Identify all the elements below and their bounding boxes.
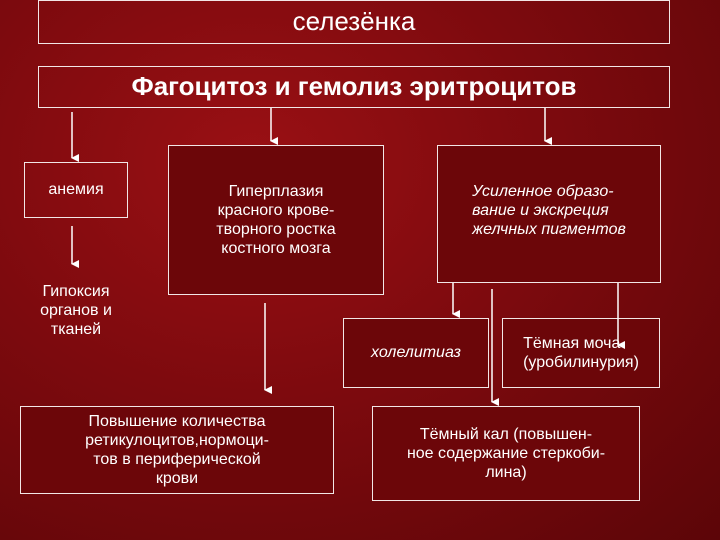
anemia-text: анемия <box>48 181 104 199</box>
bile-pigments-text: Усиленное образо- вание и экскреция желчных пигментов <box>472 183 626 239</box>
dark-stool-text: Тёмный кал (повышен- ное содержание стеркоби- лина) <box>406 425 606 482</box>
hypoxia-text: Гипоксия органов и тканей <box>40 283 112 339</box>
spleen-title-text: селезёнка <box>292 6 416 37</box>
dark-urine-text: Тёмная моча (уробилинурия) <box>523 334 639 371</box>
phagocytosis-text: Фагоцитоз и гемолиз эритроцитов <box>131 71 577 102</box>
reticulocytes-text: Повышение количества ретикулоцитов,нормоци- тов в периферической крови <box>85 412 269 488</box>
cholelithiasis-text: холелитиаз <box>371 344 461 362</box>
hyperplasia-text: Гиперплазия красного крове- творного ростка костного мозга <box>216 182 336 258</box>
